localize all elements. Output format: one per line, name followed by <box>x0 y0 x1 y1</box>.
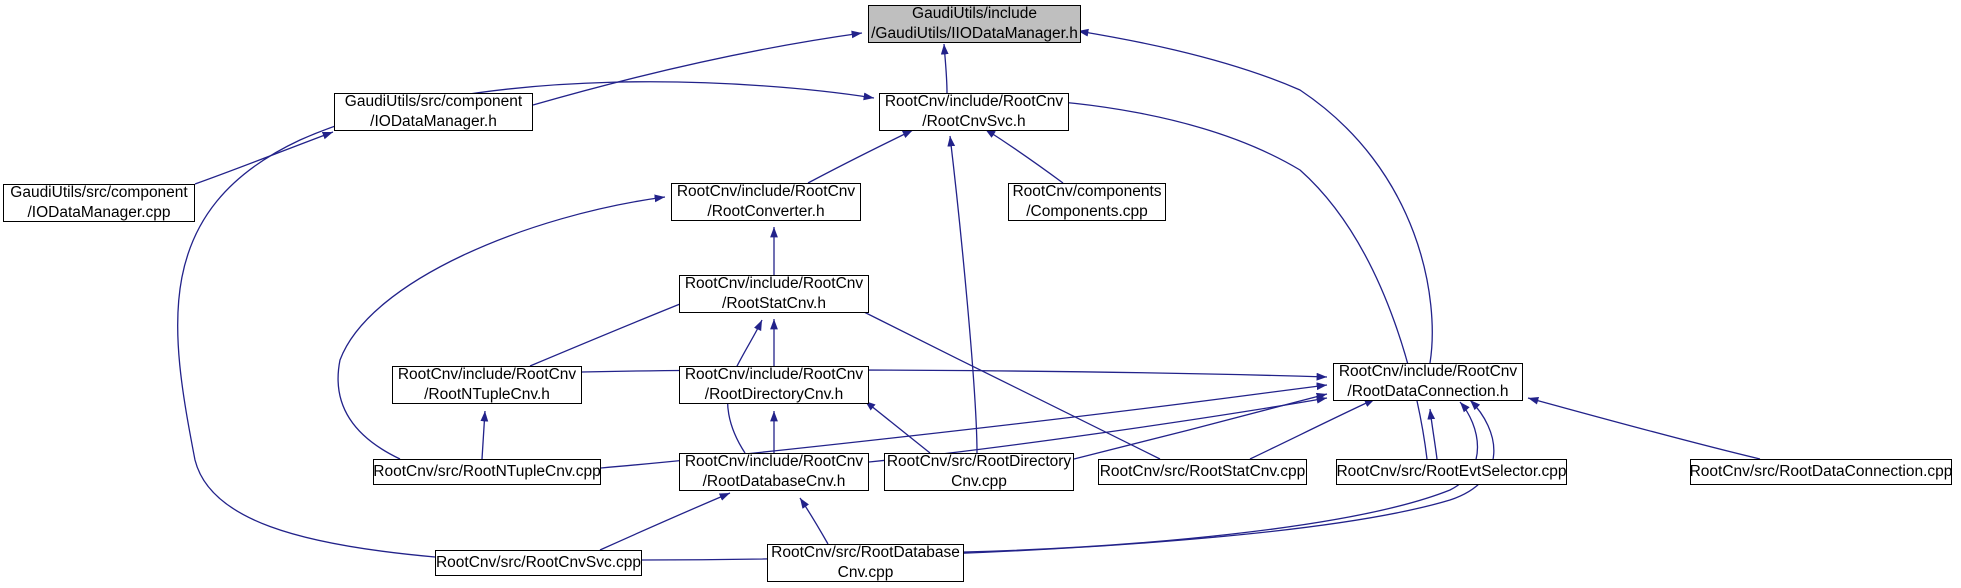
node-rootntuplecnv-cpp[interactable] <box>373 459 601 485</box>
node-iiodatamanager-h[interactable] <box>868 5 1081 43</box>
node-label-line: GaudiUtils/include <box>912 5 1037 23</box>
node-iodatamanager-cpp[interactable] <box>3 184 195 222</box>
node-label-line: /RootConverter.h <box>707 203 825 220</box>
node-rootdataconnection-cpp[interactable] <box>1690 459 1952 485</box>
node-label-line: RootCnv/components <box>1012 183 1162 201</box>
node-rootconverter-h[interactable] <box>671 183 861 221</box>
node-label-line: RootCnv/src/RootNTupleCnv.cpp <box>373 463 601 481</box>
node-label-line: RootCnv/src/RootEvtSelector.cpp <box>1336 463 1567 481</box>
node-rootdatabasecnv-cpp[interactable] <box>767 544 964 582</box>
node-rootdirectorycnv-h[interactable] <box>679 366 869 404</box>
node-label-line: /RootDirectoryCnv.h <box>704 386 844 403</box>
node-rootstatcnv-cpp[interactable] <box>1098 459 1307 485</box>
node-label-line: RootCnv/src/RootCnvSvc.cpp <box>435 554 642 572</box>
node-label-line: /Components.cpp <box>1026 203 1148 220</box>
node-rootdatabasecnv-h[interactable] <box>679 453 869 491</box>
node-rootstatcnv-h[interactable] <box>679 275 869 313</box>
node-label-line: RootCnv/include/RootCnv <box>397 366 577 384</box>
node-label-line: RootCnv/include/RootCnv <box>1338 363 1518 381</box>
node-label-line: RootCnv/include/RootCnv <box>684 275 864 293</box>
node-label-line: RootCnv/src/RootStatCnv.cpp <box>1099 463 1306 481</box>
node-label-line: /RootNTupleCnv.h <box>424 386 550 403</box>
node-iodatamanager-h[interactable] <box>334 93 533 131</box>
node-rootcnvsvc-cpp[interactable] <box>435 550 642 576</box>
node-label-line: Cnv.cpp <box>951 473 1007 490</box>
node-label-line: RootCnv/include/RootCnv <box>684 453 864 471</box>
node-label-line: /GaudiUtils/IIODataManager.h <box>871 25 1078 42</box>
node-label-line: /RootStatCnv.h <box>722 295 826 312</box>
node-rootntuplecnv-h[interactable] <box>392 366 582 404</box>
node-rootcnvsvc-h[interactable] <box>879 93 1069 131</box>
node-rootdirectorycnv-cpp[interactable] <box>884 453 1074 491</box>
node-label-line: /IODataManager.h <box>370 113 497 130</box>
node-label-line: RootCnv/src/RootDataConnection.cpp <box>1689 463 1953 481</box>
node-label-line: Cnv.cpp <box>837 564 894 581</box>
node-rootdataconnection-h[interactable] <box>1333 363 1523 401</box>
node-label-line: /IODataManager.cpp <box>27 204 171 221</box>
node-label-line: /RootDatabaseCnv.h <box>702 473 846 490</box>
node-label-line: RootCnv/include/RootCnv <box>676 183 856 201</box>
node-label-line: /RootDataConnection.h <box>1347 383 1509 400</box>
node-label-line: RootCnv/include/RootCnv <box>884 93 1064 111</box>
node-label-line: RootCnv/src/RootDatabase <box>771 544 960 562</box>
node-label-line: RootCnv/src/RootDirectory <box>886 453 1072 471</box>
node-label-line: RootCnv/include/RootCnv <box>684 366 864 384</box>
node-rootevtselector-cpp[interactable] <box>1336 459 1567 485</box>
node-components-cpp[interactable] <box>1008 183 1166 221</box>
node-label-line: GaudiUtils/src/component <box>10 184 188 202</box>
node-label-line: /RootCnvSvc.h <box>922 113 1026 130</box>
node-label-line: GaudiUtils/src/component <box>344 93 523 111</box>
